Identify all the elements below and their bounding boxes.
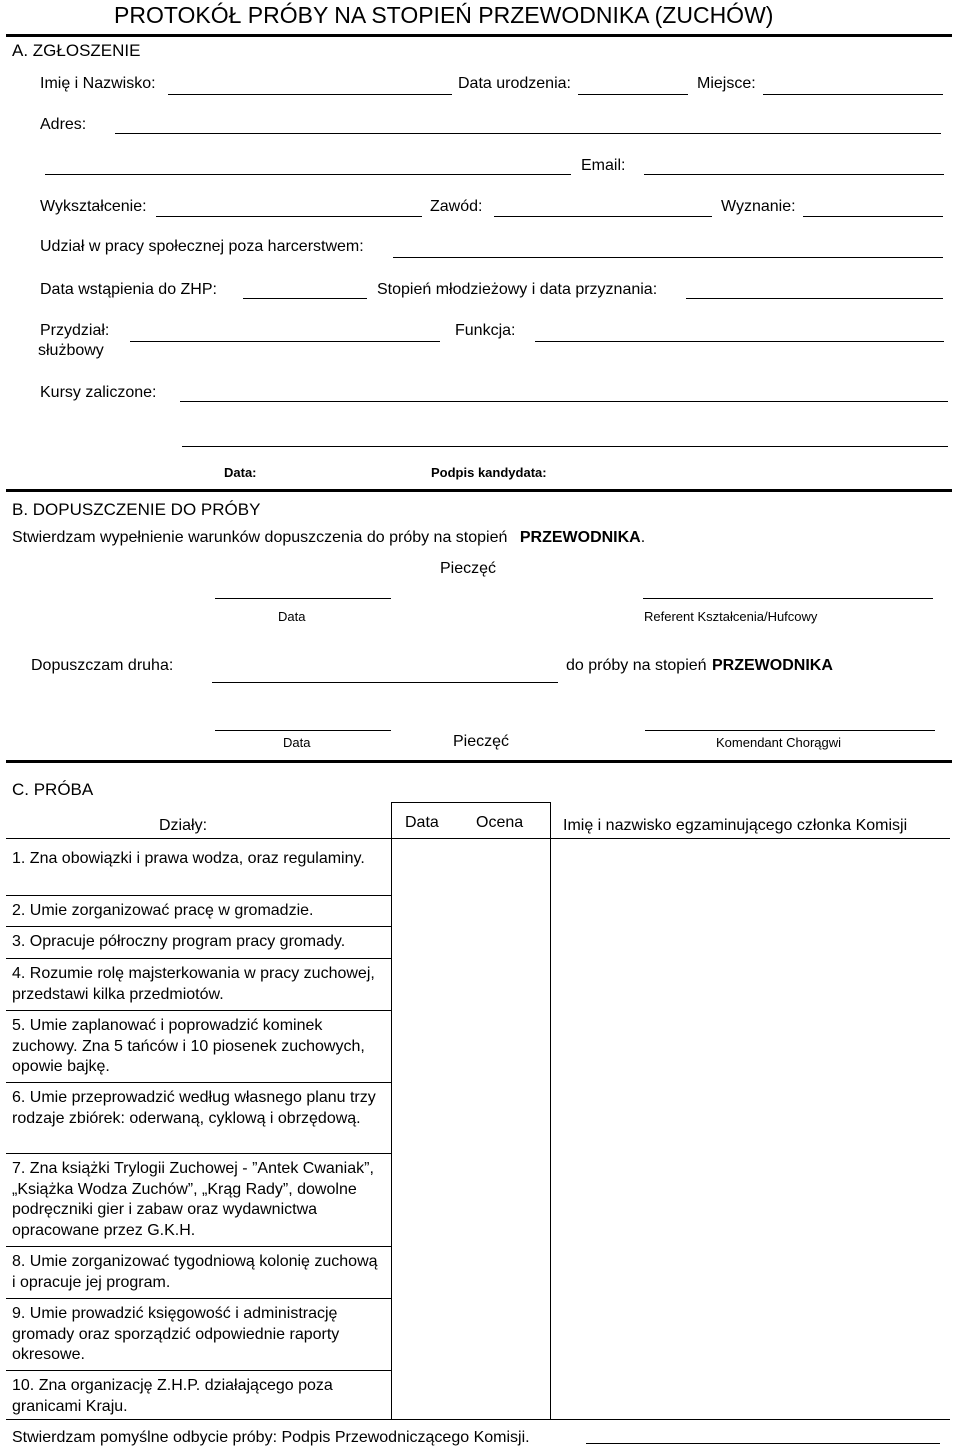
stamp-label-2: Pieczęć (453, 733, 510, 750)
col-header-grade: Ocena (476, 814, 524, 831)
join-date-label: Data wstąpienia do ZHP: (40, 281, 217, 298)
row-divider (6, 1246, 391, 1247)
table-top-border (391, 802, 550, 803)
youth-rank-label: Stopień młodzieżowy i data przyznania: (377, 281, 658, 298)
table-row: 7. Zna książki Trylogii Zuchowej - ”Antek Cwaniak”, „Książka Wodza Zuchów”, „Krąg Rady”, dowolne podręczniki gier i zabaw oraz wydawnictwa opracowane przez G.K.H. (12, 1160, 374, 1239)
col-header-examiner: Imię i nazwisko egzaminującego członka Komisji (563, 817, 908, 834)
table-row: 6. Umie przeprowadzić według własnego planu trzy rodzaje zbiórek: oderwaną, cyklową i obrzędową. (12, 1089, 376, 1127)
date-label-1: Data (278, 609, 306, 624)
page-title: PROTOKÓŁ PRÓBY NA STOPIEŃ PRZEWODNIKA (ZUCHÓW) (114, 2, 774, 28)
religion-label: Wyznanie: (721, 198, 796, 215)
admit-rank: PRZEWODNIKA (712, 657, 833, 674)
email-label: Email: (581, 157, 626, 174)
referent-label: Referent Kształcenia/Hufcowy (644, 609, 818, 624)
referent-signature-field[interactable] (643, 598, 933, 599)
education-field[interactable] (156, 216, 422, 217)
stamp-label-1: Pieczęć (440, 560, 497, 577)
date-label-2: Data (283, 735, 311, 750)
row-divider (6, 1082, 391, 1083)
profession-field[interactable] (494, 216, 712, 217)
birthdate-label: Data urodzenia: (458, 75, 571, 92)
row-divider (6, 958, 391, 959)
row-divider (6, 1370, 391, 1371)
row-divider (6, 926, 391, 927)
name-field[interactable] (168, 94, 452, 95)
address-field-1[interactable] (115, 133, 941, 134)
chairman-signature-field[interactable] (586, 1443, 940, 1444)
table-row: 10. Zna organizację Z.H.P. działającego poza granicami Kraju. (12, 1377, 333, 1415)
admit-label: Dopuszczam druha: (31, 657, 174, 674)
table-row: 9. Umie prowadzić księgowość i administrację gromady oraz sporządzić odpowiednie raporty okresowe. (12, 1305, 340, 1363)
table-row: 8. Umie zorganizować tygodniową kolonię zuchową i opracuje jej program. (12, 1253, 378, 1291)
table-row: 2. Umie zorganizować pracę w gromadzie. (12, 902, 314, 919)
title-rule (6, 34, 952, 37)
place-label: Miejsce: (697, 75, 756, 92)
birthdate-field[interactable] (578, 94, 688, 95)
admit-suffix-text: do próby na stopień (566, 657, 707, 674)
col-header-sections: Działy: (159, 817, 208, 834)
table-row: 4. Rozumie rolę majsterkowania w pracy zuchowej, przedstawi kilka przedmiotów. (12, 965, 375, 1003)
table-row: 5. Umie zaplanować i poprowadzić kominek zuchowy. Zna 5 tańców i 10 piosenek zuchowych, opowie bajkę. (12, 1017, 365, 1075)
admit-name-field[interactable] (212, 682, 558, 683)
address-label: Adres: (40, 116, 87, 133)
section-c-heading: C. PRÓBA (12, 780, 94, 799)
commander-signature-field[interactable] (645, 730, 935, 731)
join-date-field[interactable] (243, 298, 367, 299)
social-work-label: Udział w pracy społecznej poza harcerstwem: (40, 238, 364, 255)
place-field[interactable] (763, 94, 943, 95)
table-bottom-border (6, 1419, 950, 1420)
section-b-rule (6, 760, 952, 763)
date-field-1[interactable] (215, 598, 391, 599)
date-field-2[interactable] (215, 730, 391, 731)
email-field[interactable] (644, 174, 944, 175)
assignment-label: Przydział: (40, 322, 110, 339)
section-a-heading: A. ZGŁOSZENIE (12, 41, 141, 60)
social-work-field[interactable] (393, 257, 943, 258)
function-label: Funkcja: (455, 322, 516, 339)
assignment-field[interactable] (130, 341, 440, 342)
name-label: Imię i Nazwisko: (40, 75, 156, 92)
statement-end: . (640, 529, 646, 546)
table-row: 1. Zna obowiązki i prawa wodza, oraz regulaminy. (12, 850, 365, 867)
section-a-rule (6, 489, 952, 492)
signature-label: Podpis kandydata: (431, 465, 547, 480)
section-b-heading: B. DOPUSZCZENIE DO PRÓBY (12, 500, 261, 519)
table-row: 3. Opracuje półroczny program pracy gromady. (12, 933, 346, 950)
col-header-date: Data (405, 814, 439, 831)
courses-field-2[interactable] (182, 446, 948, 447)
row-divider (6, 1153, 391, 1154)
col-divider-2 (550, 802, 551, 1419)
col-divider-1 (391, 802, 392, 1419)
row-divider (6, 895, 391, 896)
statement-rank: PRZEWODNIKA (519, 529, 641, 546)
footer-statement: Stwierdzam pomyślne odbycie próby: Podpis Przewodniczącego Komisji. (12, 1429, 530, 1446)
statement-text: Stwierdzam wypełnienie warunków dopuszczenia do próby na stopień (12, 529, 508, 546)
admit-suffix (566, 657, 833, 675)
date-label: Data: (224, 465, 257, 480)
courses-field-1[interactable] (180, 401, 948, 402)
row-divider (6, 1298, 391, 1299)
courses-label: Kursy zaliczone: (40, 384, 157, 401)
religion-field[interactable] (803, 216, 943, 217)
commander-label: Komendant Chorągwi (716, 735, 842, 750)
assignment-label-2: służbowy (38, 342, 104, 359)
function-field[interactable] (535, 341, 944, 342)
profession-label: Zawód: (430, 198, 483, 215)
education-label: Wykształcenie: (40, 198, 147, 215)
table-header-border (6, 838, 950, 839)
row-divider (6, 1010, 391, 1011)
youth-rank-field[interactable] (686, 298, 943, 299)
address-field-2[interactable] (45, 174, 571, 175)
admission-statement (12, 529, 645, 547)
